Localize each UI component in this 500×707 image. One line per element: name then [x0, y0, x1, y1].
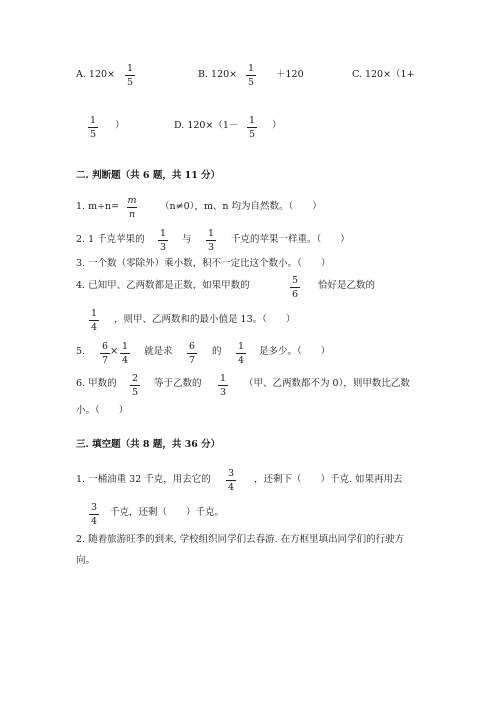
- option-c-suffix: ）: [115, 120, 125, 131]
- denominator: 5: [126, 77, 134, 88]
- q2-3-text: 3. 一个数（零除外）乘小数，积不一定比这个数小。（ ）: [76, 258, 331, 269]
- numerator: 6: [188, 341, 196, 352]
- denominator: 7: [188, 355, 196, 366]
- option-c-fraction: [88, 115, 98, 140]
- numerator: 5: [291, 275, 299, 286]
- denominator: 5: [248, 129, 256, 140]
- numerator: 6: [101, 341, 109, 352]
- numerator: 3: [227, 468, 235, 479]
- numerator: 3: [90, 502, 98, 513]
- denominator: 6: [291, 289, 299, 300]
- q3-1-fraction-2: [89, 502, 99, 527]
- numerator: 1: [237, 341, 245, 352]
- numerator: 1: [126, 63, 134, 74]
- denominator: 4: [90, 516, 98, 527]
- q2-2-fraction-1: [158, 228, 168, 253]
- q3-1-text-b: ，还剩下（ ）千克. 如果再用去: [254, 474, 403, 485]
- q2-6-fraction-2: [218, 373, 228, 398]
- times-sign: ×: [110, 346, 119, 357]
- option-a-fraction: [125, 63, 135, 88]
- denominator: 4: [237, 355, 245, 366]
- section-2-title: 二. 判断题（共 6 题，共 11 分）: [76, 170, 221, 181]
- denominator: 3: [207, 242, 215, 253]
- numerator: 1: [219, 373, 227, 384]
- q2-4-fraction-1: [290, 275, 300, 300]
- q2-4-text-a: 4. 已知甲、乙两数都是正数，如果甲数的: [76, 280, 250, 291]
- denominator: 3: [219, 387, 227, 398]
- q2-4-text-c: ，则甲、乙两数和的最小值是 13。（ ）: [114, 314, 296, 325]
- numerator: 1: [89, 115, 97, 126]
- q2-6-text-b: 等于乙数的: [154, 378, 202, 389]
- numerator: 1: [90, 308, 98, 319]
- q2-5-text-a: 就是求: [144, 346, 173, 357]
- q2-5-fraction-4: [236, 341, 246, 366]
- denominator: n: [128, 209, 136, 220]
- option-d-label: D. 120×（1－: [174, 120, 239, 131]
- q3-1-fraction-1: [226, 468, 236, 493]
- q3-2-text-a: 2. 随着旅游旺季的到来, 学校组织同学们去春游. 在方框里填出同学们的行驶方: [76, 534, 405, 545]
- q2-5-fraction-2: [120, 341, 130, 366]
- denominator: 4: [121, 355, 129, 366]
- q2-2-text-c: 千克的苹果一样重。（ ）: [231, 234, 350, 245]
- q2-1-text-a: 1. m÷n=: [76, 201, 120, 212]
- denominator: 5: [131, 387, 139, 398]
- q2-5-number: 5.: [76, 346, 86, 357]
- q2-5-fraction-3: [187, 341, 197, 366]
- q3-2-text-b: 向。: [76, 555, 96, 566]
- option-b-fraction: [246, 63, 256, 88]
- numerator: 1: [207, 228, 215, 239]
- q2-5-text-b: 的: [212, 346, 222, 357]
- denominator: 4: [227, 482, 235, 493]
- numerator: m: [127, 195, 137, 206]
- numerator: 1: [248, 115, 256, 126]
- numerator: 1: [247, 63, 255, 74]
- q2-4-fraction-2: [89, 308, 99, 333]
- numerator: 1: [121, 341, 129, 352]
- denominator: 7: [101, 355, 109, 366]
- q2-6-text-a: 6. 甲数的: [76, 378, 117, 389]
- option-d-suffix: ）: [272, 120, 282, 131]
- option-d-fraction: [247, 115, 257, 140]
- denominator: 5: [89, 129, 97, 140]
- q3-1-text-c: 千克，还剩（ ）千克。: [110, 507, 225, 518]
- q2-6-text-c: （甲、乙两数都不为 0），则甲数比乙数: [244, 378, 410, 389]
- denominator: 3: [159, 242, 167, 253]
- q2-4-text-b: 恰好是乙数的: [318, 280, 376, 291]
- denominator: 4: [90, 322, 98, 333]
- option-a-label: A. 120×: [76, 69, 115, 80]
- section-3-title: 三. 填空题（共 8 题，共 36 分）: [76, 439, 221, 450]
- q2-5-text-c: 是多少。（ ）: [259, 346, 331, 357]
- option-b-label: B. 120×: [198, 69, 238, 80]
- numerator: 1: [159, 228, 167, 239]
- q2-2-text-b: 与: [182, 234, 192, 245]
- q2-2-fraction-2: [206, 228, 216, 253]
- q2-1-fraction: [127, 195, 137, 220]
- q2-2-text-a: 2. 1 千克苹果的: [76, 234, 145, 245]
- option-c-label: C. 120×（1+: [352, 69, 415, 80]
- q2-6-fraction-1: [130, 373, 140, 398]
- option-b-suffix: ＋120: [276, 69, 304, 80]
- q2-6-text-d: 小。（ ）: [76, 405, 129, 416]
- denominator: 5: [247, 77, 255, 88]
- q2-1-text-b: （n≠0），m、n 均为自然数。（ ）: [160, 201, 322, 212]
- q2-5-fraction-1: [100, 341, 110, 366]
- q3-1-text-a: 1. 一桶油重 32 千克，用去它的: [76, 474, 211, 485]
- numerator: 2: [131, 373, 139, 384]
